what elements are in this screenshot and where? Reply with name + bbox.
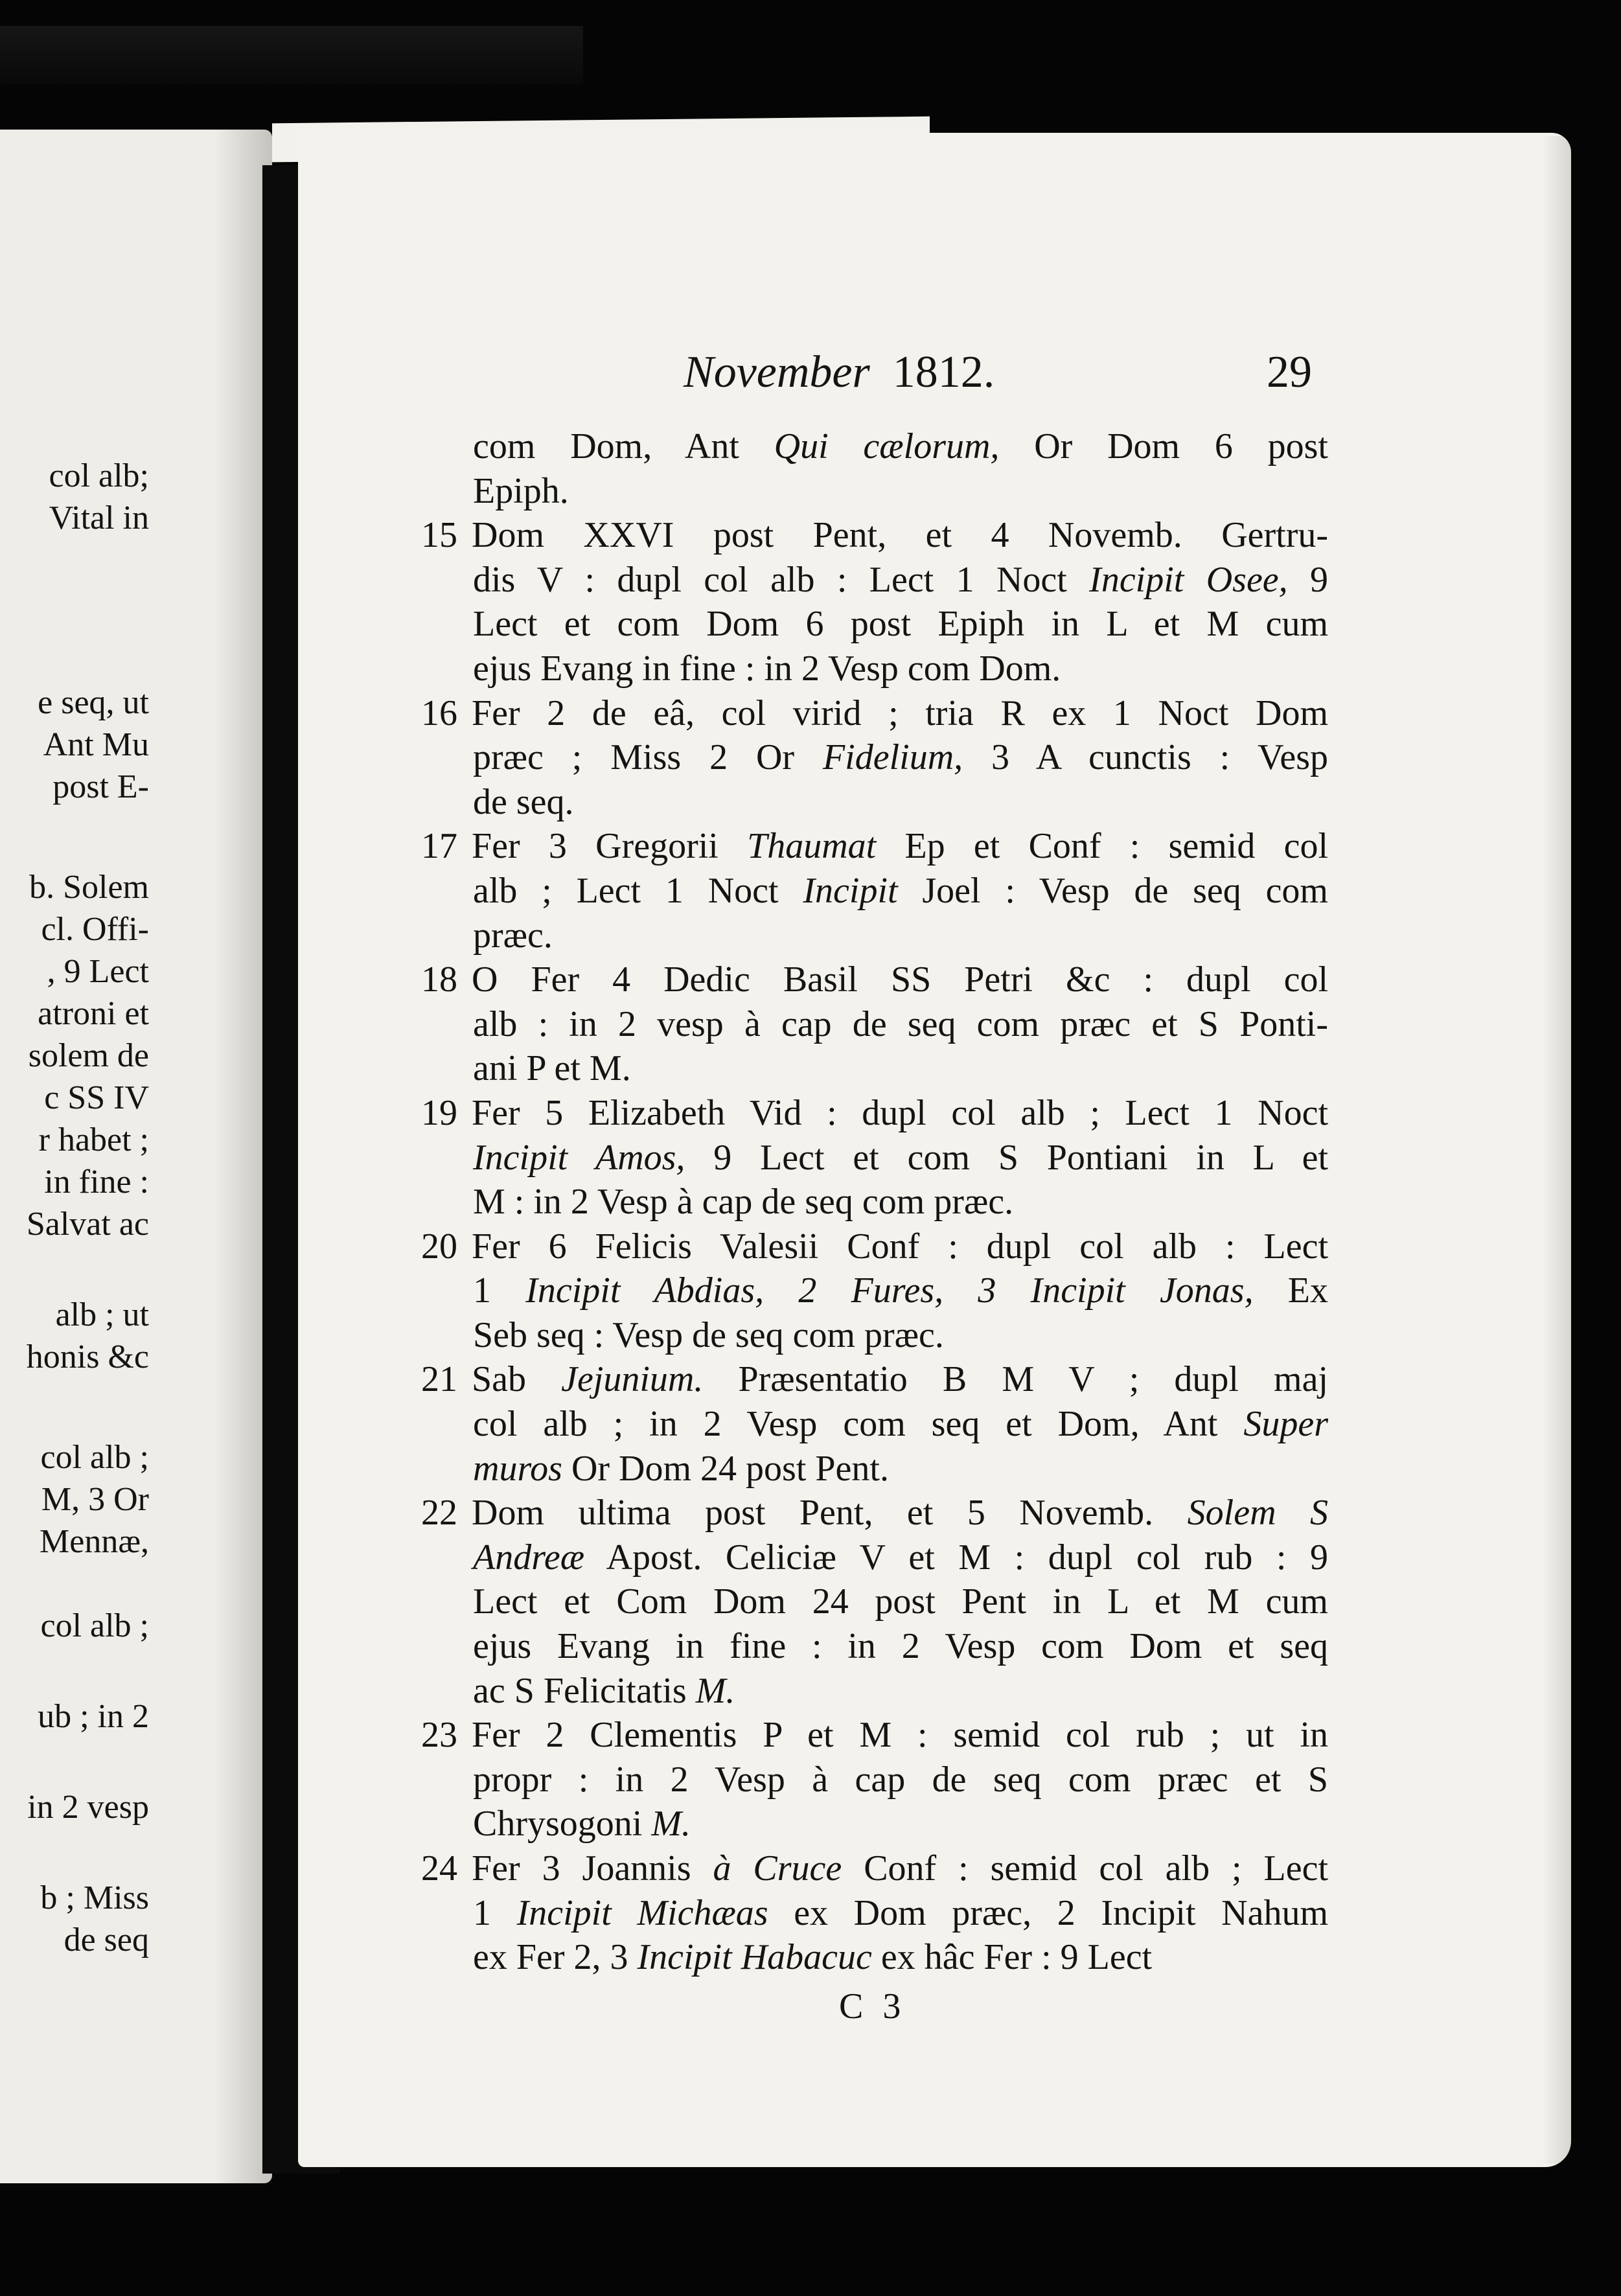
line-text: Fer 2 de eâ, col virid ; tria R ex 1 Noct Dom [472, 693, 1328, 733]
line-text: col alb ; in 2 Vesp com seq et Dom, Ant [473, 1404, 1244, 1445]
day-number: 20 [421, 1226, 457, 1267]
day-number: 17 [421, 826, 457, 867]
facing-page-line: in fine : [44, 1164, 149, 1200]
line-text: Chrysogoni [473, 1804, 652, 1844]
line-text: Epiph. [473, 470, 569, 511]
italic-text: Incipit [803, 870, 898, 911]
facing-page-line: M, 3 Or [41, 1481, 149, 1518]
line-text: Lect et Com Dom 24 post Pent in L et M cum [473, 1581, 1328, 1622]
line-text: 1 [473, 1270, 526, 1311]
line-text: Or Dom 24 post Pent. [562, 1448, 889, 1489]
entry-first-line [421, 513, 1328, 558]
italic-text: Incipit Abdias, 2 Fures, 3 Incipit Jonas, [525, 1270, 1254, 1311]
line-text: 9 [1287, 559, 1329, 600]
line-text: ac S Felicitatis [473, 1670, 696, 1711]
facing-page-line: Salvat ac [26, 1206, 149, 1243]
facing-page-line: cl. Offi- [41, 911, 149, 948]
signature-mark: C 3 [839, 1986, 906, 2026]
line-text: Fer 3 Joannis [472, 1848, 713, 1888]
line-text: M : in 2 Vesp à cap de seq com præc. [473, 1182, 1014, 1223]
line-text: Sab [472, 1359, 562, 1400]
line-text: ex Dom præc, 2 Incipit Nahum [768, 1892, 1328, 1933]
entry-line [421, 1802, 1328, 1846]
line-text: ejus Evang in fine : in 2 Vesp com Dom. [473, 648, 1061, 689]
facing-page-line: alb ; ut [55, 1296, 149, 1333]
italic-text: Fidelium, [822, 737, 963, 778]
entry-first-line [421, 1091, 1328, 1136]
line-text: Dom ultima post Pent, et 5 Novemb. [472, 1493, 1188, 1533]
line-text: Dom XXVI post Pent, et 4 Novemb. Gertru- [472, 515, 1328, 556]
line-text: 3 A cunctis : Vesp [963, 737, 1328, 778]
day-number: 24 [421, 1848, 457, 1888]
italic-text: Jejunium. [561, 1359, 704, 1400]
entry-line [421, 469, 1328, 514]
italic-text: M. [651, 1804, 691, 1844]
day-number: 19 [421, 1092, 457, 1133]
facing-page-line: ub ; in 2 [38, 1698, 149, 1735]
entry-first-line [421, 1491, 1328, 1535]
page-number: 29 [1267, 347, 1312, 397]
entry-line [421, 780, 1328, 825]
facing-page-line: honis &c [26, 1338, 149, 1375]
entry-line [421, 1891, 1328, 1936]
italic-text: muros [473, 1448, 562, 1489]
entry-line [421, 558, 1328, 603]
line-text: Joel : Vesp de seq com [897, 870, 1328, 911]
italic-text: Thaumat [747, 826, 877, 867]
facing-page-line: r habet ; [38, 1121, 149, 1158]
facing-page-line: col alb ; [40, 1607, 149, 1644]
entry-line [421, 1447, 1328, 1491]
day-number: 16 [421, 693, 457, 733]
facing-page-line: atroni et [38, 995, 149, 1032]
entry-line [421, 1269, 1328, 1313]
scan-background-edge [0, 26, 583, 84]
facing-page-line: e seq, ut [38, 684, 149, 721]
italic-text: M. [695, 1670, 735, 1711]
entry-line [421, 1669, 1328, 1714]
line-text: Apost. Celiciæ V et M : dupl col rub : 9 [584, 1537, 1328, 1578]
page-edge-shadow [1542, 136, 1571, 2164]
day-number: 23 [421, 1715, 457, 1756]
facing-page-line: c SS IV [44, 1079, 149, 1116]
line-text: ani P et M. [473, 1048, 631, 1089]
line-text: dis V : dupl col alb : Lect 1 Noct [473, 559, 1090, 600]
entry-line [421, 1180, 1328, 1224]
italic-text: Incipit Osee, [1089, 559, 1288, 600]
line-text: propr : in 2 Vesp à cap de seq com præc et S [473, 1759, 1328, 1800]
facing-page-line: Vital in [49, 499, 149, 536]
entry-line [421, 647, 1328, 691]
italic-text: Incipit Amos, [473, 1137, 685, 1178]
facing-page-line: col alb ; [40, 1439, 149, 1476]
line-text: Fer 3 Gregorii [472, 826, 748, 867]
entry-line [421, 1136, 1328, 1180]
facing-page-line: , 9 Lect [47, 953, 149, 990]
entry-first-line [421, 1224, 1328, 1269]
line-text: O Fer 4 Dedic Basil SS Petri &c : dupl col [472, 959, 1328, 1000]
entry-line [421, 735, 1328, 780]
entry-line [421, 1046, 1328, 1091]
day-number: 21 [421, 1359, 457, 1400]
facing-page-line: solem de [28, 1037, 149, 1074]
line-text: Fer 2 Clementis P et M : semid col rub ; ut in [472, 1715, 1328, 1756]
line-text: Lect et com Dom 6 post Epiph in L et M cum [473, 604, 1328, 645]
entry-first-line [421, 1357, 1328, 1402]
italic-text: Andreæ [473, 1537, 585, 1578]
line-text: Ex [1253, 1270, 1329, 1311]
entry-first-line [421, 691, 1328, 736]
entry-line [421, 602, 1328, 647]
line-text: præc ; Miss 2 Or [473, 737, 823, 778]
line-text: Or Dom 6 post [999, 426, 1328, 466]
line-text: ejus Evang in fine : in 2 Vesp com Dom et seq [473, 1626, 1328, 1667]
entry-first-line [421, 824, 1328, 869]
entry-first-line [421, 1846, 1328, 1891]
line-text: Fer 5 Elizabeth Vid : dupl col alb ; Lect 1 Noct [472, 1092, 1328, 1133]
facing-page-line: Ant Mu [43, 726, 149, 763]
running-header [684, 347, 1318, 398]
day-number: 15 [421, 515, 457, 556]
line-text: alb : in 2 vesp à cap de seq com præc et S Ponti- [473, 1004, 1328, 1044]
facing-page-line: col alb; [49, 457, 149, 494]
line-text: de seq. [473, 781, 574, 822]
facing-page-line: b. Solem [29, 869, 149, 906]
italic-text: Solem S [1187, 1493, 1328, 1533]
line-text: 9 Lect et com S Pontiani in L et [685, 1137, 1329, 1178]
line-text: Seb seq : Vesp de seq com præc. [473, 1314, 944, 1355]
line-text: Conf : semid col alb ; Lect [842, 1848, 1329, 1888]
facing-page-line: b ; Miss [40, 1879, 149, 1916]
line-text: 1 [473, 1892, 517, 1933]
entry-line [421, 1535, 1328, 1580]
line-text: Fer 6 Felicis Valesii Conf : dupl col alb : Lect [472, 1226, 1328, 1267]
facing-page-line: in 2 vesp [27, 1789, 149, 1826]
facing-page-left [0, 130, 272, 2183]
italic-text: Incipit Michæas [516, 1892, 768, 1933]
line-text: ex hâc Fer : 9 Lect [871, 1937, 1153, 1978]
entry-line [421, 1313, 1328, 1358]
day-number: 22 [421, 1493, 457, 1533]
line-text: Præsentatio B M V ; dupl maj [703, 1359, 1328, 1400]
entry-first-line [421, 958, 1328, 1002]
entry-line [421, 869, 1328, 913]
header-month: November [684, 347, 870, 397]
entry-line [421, 1002, 1328, 1047]
line-text: alb ; Lect 1 Noct [473, 870, 803, 911]
entry-line [421, 1579, 1328, 1624]
entry-line [421, 424, 1328, 469]
entry-first-line [421, 1713, 1328, 1758]
entry-line [421, 1935, 1328, 1980]
facing-page-line: Mennæ, [40, 1523, 149, 1560]
facing-page-line: post E- [52, 768, 149, 805]
facing-page-line: de seq [63, 1922, 149, 1958]
header-year: 1812. [892, 347, 995, 397]
calendar-entries [421, 424, 1328, 1980]
entry-line [421, 1758, 1328, 1802]
italic-text: Incipit Habacuc [637, 1937, 872, 1978]
line-text: com Dom, Ant [473, 426, 774, 466]
entry-line [421, 1402, 1328, 1447]
line-text: præc. [473, 915, 553, 956]
entry-line [421, 1624, 1328, 1669]
line-text: ex Fer 2, 3 [473, 1937, 638, 1978]
italic-text: à Cruce [713, 1848, 842, 1888]
italic-text: Qui cælorum, [774, 426, 1000, 466]
running-title [684, 347, 994, 398]
line-text: Ep et Conf : semid col [876, 826, 1329, 867]
day-number: 18 [421, 959, 457, 1000]
italic-text: Super [1243, 1404, 1328, 1445]
entry-line [421, 913, 1328, 958]
